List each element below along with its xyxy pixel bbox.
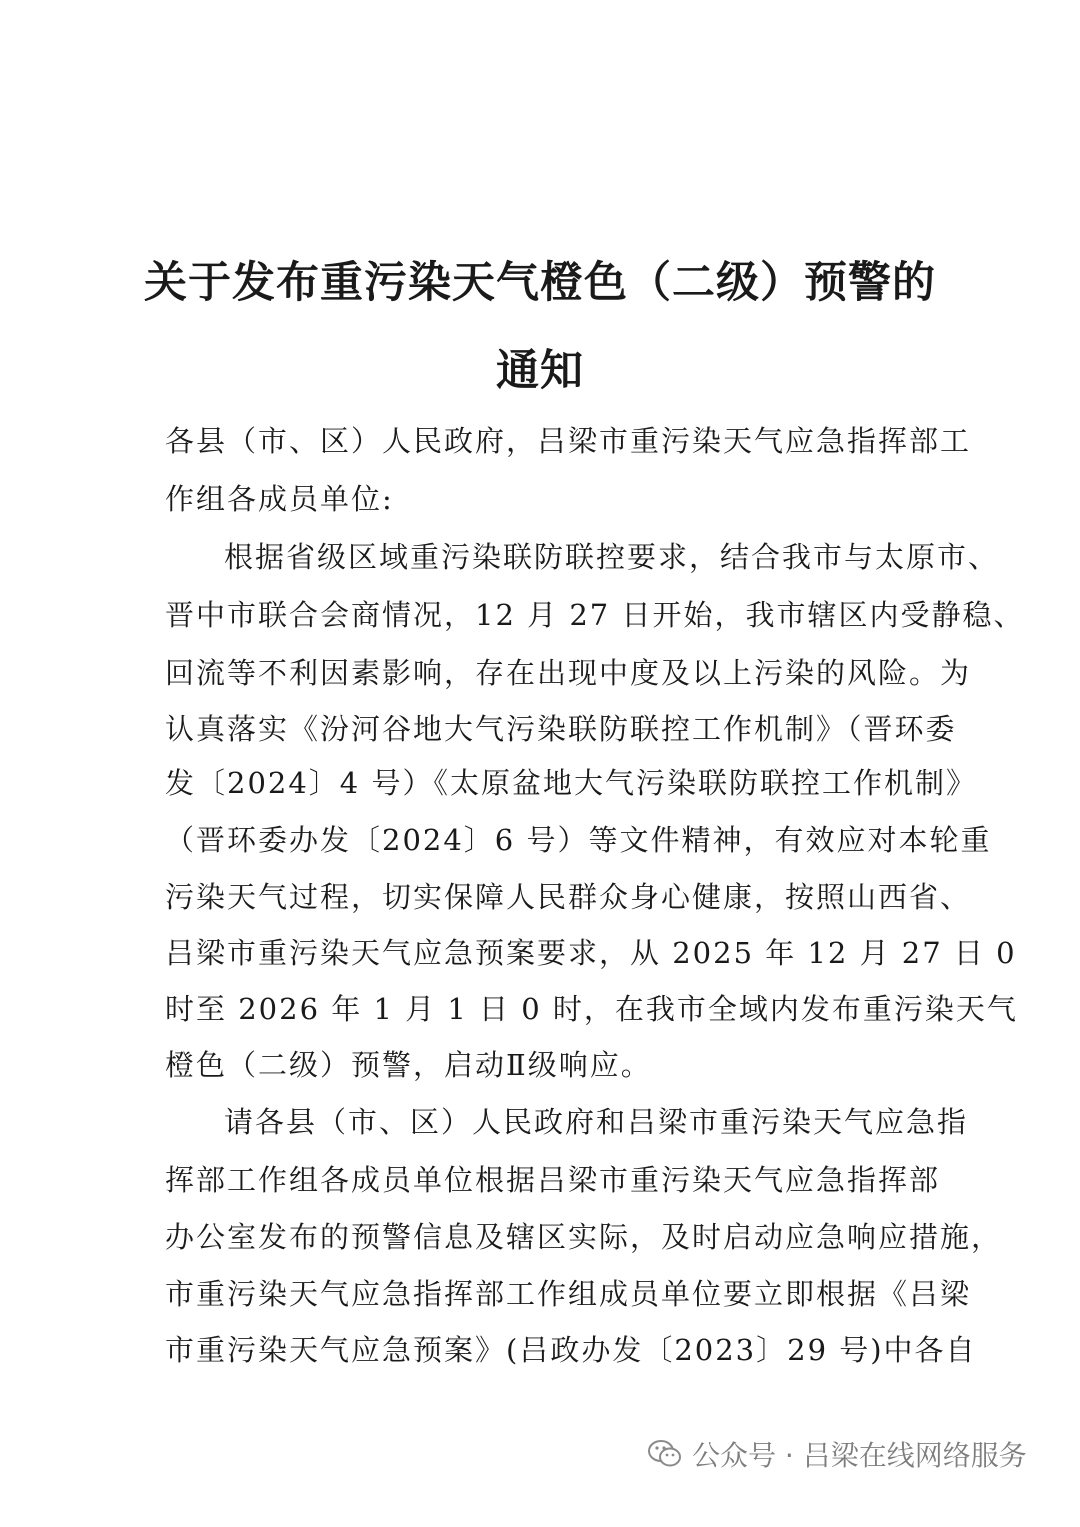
body-line: 挥部工作组各成员单位根据吕梁市重污染天气应急指挥部 bbox=[165, 1163, 941, 1197]
body-line: 根据省级区域重污染联防联控要求，结合我市与太原市、 bbox=[224, 540, 1000, 574]
body-line: 时至 2026 年 1 月 1 日 0 时，在我市全域内发布重污染天气 bbox=[165, 992, 1018, 1026]
body-line: 各县（市、区）人民政府，吕梁市重污染天气应急指挥部工 bbox=[165, 424, 972, 458]
body-line: 作组各成员单位: bbox=[165, 482, 394, 516]
body-line: 请各县（市、区）人民政府和吕梁市重污染天气应急指 bbox=[224, 1105, 969, 1139]
body-line: 发〔2024〕4 号）《太原盆地大气污染联防联控工作机制》 bbox=[165, 766, 977, 800]
document-title-line-1: 关于发布重污染天气橙色（二级）预警的 bbox=[144, 258, 936, 308]
body-line: 认真落实《汾河谷地大气污染联防联控工作机制》（晋环委 bbox=[165, 712, 957, 746]
document-title-line-2: 通知 bbox=[496, 346, 584, 396]
body-line: 回流等不利因素影响，存在出现中度及以上污染的风险。为 bbox=[165, 656, 972, 690]
wechat-watermark bbox=[648, 1432, 1027, 1476]
body-line: 吕梁市重污染天气应急预案要求，从 2025 年 12 月 27 日 0 bbox=[165, 936, 1017, 970]
watermark-text: 公众号 · 吕梁在线网络服务 bbox=[692, 1439, 1027, 1472]
body-line: 市重污染天气应急指挥部工作组成员单位要立即根据《吕梁 bbox=[165, 1277, 972, 1311]
body-line: 办公室发布的预警信息及辖区实际，及时启动应急响应措施， bbox=[165, 1220, 1003, 1254]
body-line: （晋环委办发〔2024〕6 号）等文件精神，有效应对本轮重 bbox=[165, 823, 992, 857]
wechat-icon bbox=[648, 1439, 682, 1469]
body-line: 晋中市联合会商情况，12 月 27 日开始，我市辖区内受静稳、 bbox=[165, 598, 1025, 632]
body-line: 橙色（二级）预警，启动Ⅱ级响应。 bbox=[165, 1048, 652, 1082]
body-line: 污染天气过程，切实保障人民群众身心健康，按照山西省、 bbox=[165, 880, 972, 914]
body-line: 市重污染天气应急预案》(吕政办发〔2023〕29 号)中各自 bbox=[165, 1333, 977, 1367]
